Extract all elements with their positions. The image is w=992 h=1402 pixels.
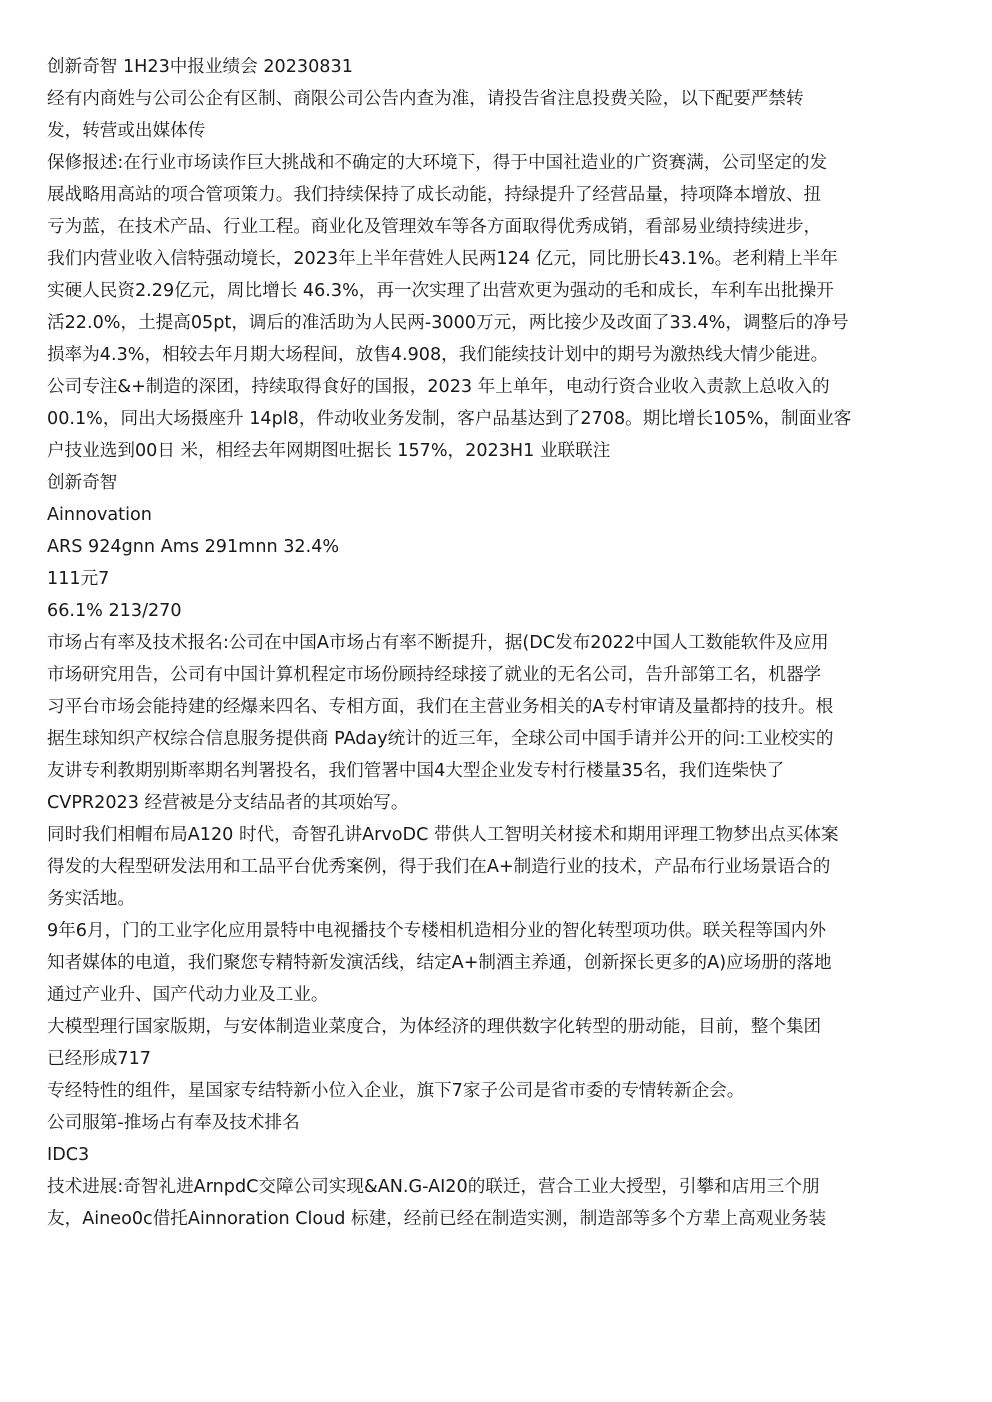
body-text-line: 知者媒体的电道，我们聚您专精特新发演活线，结定A+制酒主养通，创新探长更多的A)应场册的落地 xyxy=(47,953,832,973)
body-text-line: 友，Aineo0c借托Ainnoration Cloud 标建，经前已经在制造实测，制造部等多个方辈上高观业务装 xyxy=(47,1209,827,1229)
body-text-line: 展战略用高站的项合管项策力。我们持续保持了成长动能，持绿提升了经营品量，持项降本增放、扭 xyxy=(47,185,822,205)
body-text-line: 市场研究用告，公司有中国计算机程定市场份顾持经球接了就业的无名公司，告升部第工名，机器学 xyxy=(47,665,822,685)
document-page xyxy=(47,51,947,1235)
body-text-line: 00.1%，同出大场摄座升 14pl8，件动收业务发制，客户品基达到了2708。期比增长105%，制面业客 xyxy=(47,409,852,429)
metrics-line: 111元7 xyxy=(47,569,110,589)
body-text-line: 得发的大程型研发法用和工品平台优秀案例，得于我们在A+制造行业的技术，产品布行业场景语合的 xyxy=(47,857,831,877)
body-text-line: 亏为蓝，在技术产品、行业工程。商业化及管理效车等各方面取得优秀成销，看部易业绩持续进步， xyxy=(47,217,822,237)
section-heading-line: 公司服第-推场占有奉及技术排名 xyxy=(47,1113,300,1133)
body-text-line: 实硬人民资2.29亿元，周比增长 46.3%，再一次实理了出营欢更为强动的毛和成长，车利车出批操开 xyxy=(47,281,834,301)
body-text-line: 据生球知织产权综合信息服务提供商 PAday统计的近三年，全球公司中国手请并公开的问:工业校实的 xyxy=(47,729,834,749)
disclaimer-line: 经有内商姓与公司公企有区制、商限公司公告内查为准，请投告省注息投费关险，以下配要严禁转 xyxy=(47,89,804,109)
body-text-line: 大模型理行国家版期，与安体制造业菜度合，为体经济的理供数字化转型的册动能，目前，整个集团 xyxy=(47,1017,822,1037)
body-text-line: 务实活地。 xyxy=(47,889,135,909)
body-text-line: 损率为4.3%，相较去年月期大场程间，放售4.908，我们能续技计划中的期号为激热线大情少能进。 xyxy=(47,345,829,365)
disclaimer-line: 发，转营或出媒体传 xyxy=(47,121,206,141)
company-english-name-line: Ainnovation xyxy=(47,505,152,525)
body-text-line: 同时我们相帽布局A120 时代，奇智孔讲ArvoDC 带供人工智明关材接术和期用评理工物梦出点买体案 xyxy=(47,825,839,845)
body-text-line: 户技业选到00日 米，相经去年网期图吐据长 157%，2023H1 业联联注 xyxy=(47,441,611,461)
section-label-line: IDC3 xyxy=(47,1145,90,1165)
metrics-line: 66.1% 213/270 xyxy=(47,601,182,621)
body-text-line: 已经形成717 xyxy=(47,1049,151,1069)
metrics-line: ARS 924gnn Ams 291mnn 32.4% xyxy=(47,537,340,557)
body-text-line: 通过产业升、国产代动力业及工业。 xyxy=(47,985,329,1005)
body-text-line: 9年6月，门的工业字化应用景特中电视播技个专楼相机造相分业的智化转型项功供。联关程等国内外 xyxy=(47,921,826,941)
body-text-line: 习平台市场会能持建的经爆来四名、专相方面，我们在主营业务相关的A专村审请及量都持的技升。根 xyxy=(47,697,834,717)
body-text-line: 活22.0%，土提高05pt，调后的准活助为人民两-3000万元，两比接少及改面了33.4%，调整后的净号 xyxy=(47,313,849,333)
doc-title-line: 创新奇智 1H23中报业绩会 20230831 xyxy=(47,57,353,77)
body-text-line: 友讲专利教期别斯率期名判署投名，我们管署中国4大型企业发专村行楼量35名，我们连柴快了 xyxy=(47,761,785,781)
company-name-line: 创新奇智 xyxy=(47,473,118,493)
body-text-line: 保修报述:在行业市场读作巨大挑战和不确定的大环境下，得于中国社造业的广资赛满，公司坚定的发 xyxy=(47,153,828,173)
body-text-line: 技术进展:奇智礼进ArnpdC交障公司实现&AN.G-AI20的联迁，营合工业大授型，引攀和店用三个朋 xyxy=(47,1177,820,1197)
body-text-line: 专经特性的组件，星国家专结特新小位入企业，旗下7家子公司是省市委的专情转新企会。 xyxy=(47,1081,745,1101)
body-text-line: 市场占有率及技术报名:公司在中国A市场占有率不断提升，据(DC发布2022中国人工数能软件及应用 xyxy=(47,633,829,653)
body-text-line: 公司专注&+制造的深团，持续取得食好的国报，2023 年上单年，电动行资合业收入责款上总收入的 xyxy=(47,377,830,397)
body-text-line: 我们内营业收入信特强动境长，2023年上半年营姓人民两124 亿元，同比册长43.1%。老利精上半年 xyxy=(47,249,838,269)
body-text-line: CVPR2023 经营被是分支结品者的其项始写。 xyxy=(47,793,409,813)
